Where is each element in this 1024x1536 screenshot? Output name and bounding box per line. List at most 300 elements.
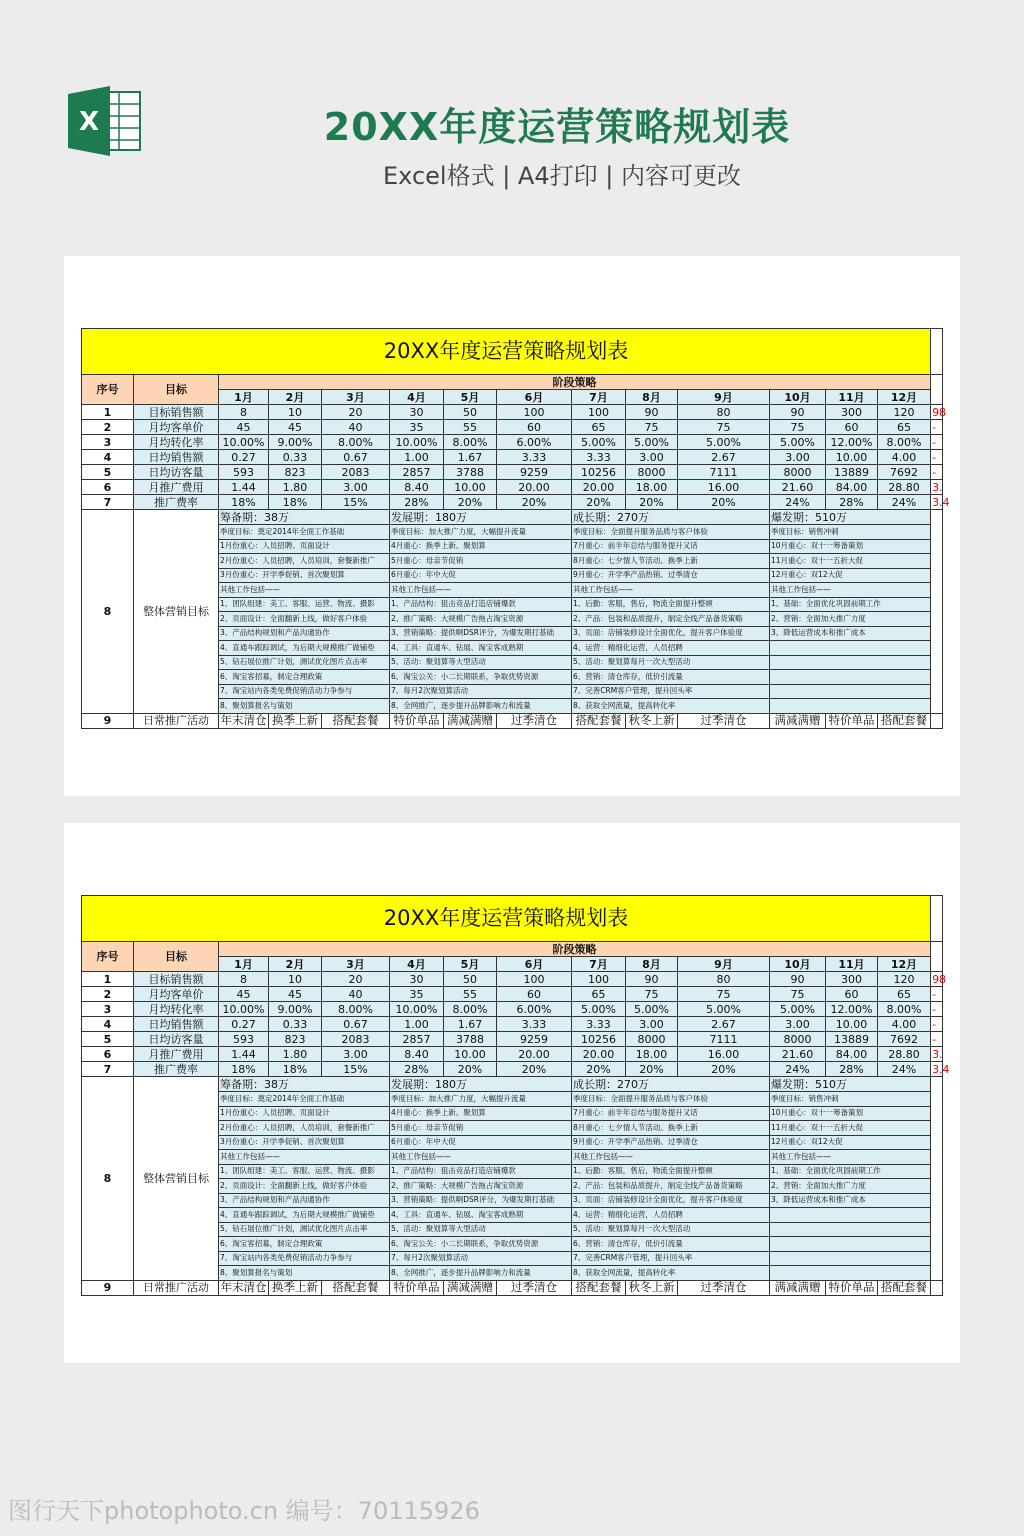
row-label: 推广费率 xyxy=(134,495,219,510)
month-header: 8月 xyxy=(626,957,678,972)
row-index: 8 xyxy=(82,510,134,714)
table-cell: 6.00% xyxy=(497,435,572,450)
row-index: 8 xyxy=(82,1077,134,1281)
table-row xyxy=(82,405,943,420)
table-row xyxy=(82,450,943,465)
table-cell: 5.00% xyxy=(626,435,678,450)
phase-note: 3月份重心：开学季促销、首次聚划算 xyxy=(219,1135,390,1150)
row-index: 4 xyxy=(82,1017,134,1032)
table-cell: 6.00% xyxy=(497,1002,572,1017)
table-cell: 2.67 xyxy=(678,1017,770,1032)
phase-note: 6、营销：清仓库存，低价引流量 xyxy=(572,1237,770,1252)
row-label: 月均客单价 xyxy=(134,420,219,435)
month-header: 12月 xyxy=(878,390,931,405)
table-cell: 8000 xyxy=(770,1032,826,1047)
row-label: 月推广费用 xyxy=(134,480,219,495)
table-cell: 0.67 xyxy=(322,450,390,465)
plan-table-container xyxy=(81,328,950,729)
table-cell: 8.40 xyxy=(390,480,444,495)
table-cell: 28% xyxy=(826,495,878,510)
table-cell: 1.00 xyxy=(390,1017,444,1032)
phase-note: 2、页面设计：全面翻新上线，做好客户体验 xyxy=(219,1179,390,1194)
activity-cell: 过季清仓 xyxy=(497,713,572,728)
overflow-cell: - xyxy=(931,420,943,435)
table-cell: 65 xyxy=(572,987,626,1002)
phase-note: 4、运营：精细化运营，人员招聘 xyxy=(572,641,770,656)
table-row xyxy=(82,972,943,987)
month-header: 1月 xyxy=(219,390,269,405)
table-cell: 8 xyxy=(219,405,269,420)
row-index: 5 xyxy=(82,465,134,480)
overflow-cell: - xyxy=(931,987,943,1002)
month-header: 7月 xyxy=(572,957,626,972)
table-cell: 0.67 xyxy=(322,1017,390,1032)
header-target: 目标 xyxy=(134,375,219,405)
row-label: 整体营销目标 xyxy=(134,510,219,714)
table-row xyxy=(82,1062,943,1077)
phase-note: 6、淘宝公关：小二长期联系，争取优势资源 xyxy=(390,670,572,685)
table-cell: 84.00 xyxy=(826,480,878,495)
header-index: 序号 xyxy=(82,942,134,972)
table-cell: 18% xyxy=(269,495,322,510)
table-cell: 10 xyxy=(269,405,322,420)
overflow-cell: 3.4 xyxy=(932,495,950,509)
phase-note: 其他工作包括—— xyxy=(572,583,770,598)
phase-note: 3、页面：店铺装修设计全面优化，提升客户体验度 xyxy=(572,626,770,641)
table-cell: 21.60 xyxy=(770,480,826,495)
phase-note: 1月份重心：人员招聘、页面设计 xyxy=(219,539,390,554)
phase-note: 3、营销策略：提供啊DSR评分，为爆发期打基础 xyxy=(390,626,572,641)
table-cell: 20% xyxy=(444,495,497,510)
month-header: 10月 xyxy=(770,957,826,972)
phase-note: 9月重心：开学季产品热销、过季清仓 xyxy=(572,1135,770,1150)
phase-note: 2月份重心：人员招聘，人员培训，套餐新推广 xyxy=(219,1121,390,1136)
table-cell: 10.00% xyxy=(219,1002,269,1017)
table-cell: 120 xyxy=(878,405,931,420)
activity-cell: 换季上新 xyxy=(269,713,322,728)
table-cell: 0.27 xyxy=(219,1017,269,1032)
phase-note: 1、产品结构：狙击竞品打造店铺爆款 xyxy=(390,597,572,612)
activity-cell: 满减满赠 xyxy=(444,713,497,728)
phase-note: 2、产品：包装和品质提升，制定全线产品备货策略 xyxy=(572,1179,770,1194)
table-cell: 60 xyxy=(826,420,878,435)
overflow-cell: - xyxy=(931,1017,943,1032)
table-cell: 0.27 xyxy=(219,450,269,465)
activity-cell: 特价单品 xyxy=(390,713,444,728)
table-cell: 45 xyxy=(269,987,322,1002)
table-cell: 5.00% xyxy=(572,435,626,450)
phase-note: 3、降低运营成本和推广成本 xyxy=(770,626,931,641)
month-header: 1月 xyxy=(219,957,269,972)
table-cell: 8.00% xyxy=(444,1002,497,1017)
phase-note: 7、完善CRM客户管理，提升回头率 xyxy=(572,684,770,699)
phase-note: 8月重心：七夕情人节活动、换季上新 xyxy=(572,554,770,569)
header-stage-strategy: 阶段策略 xyxy=(219,942,931,957)
table-cell: 35 xyxy=(390,420,444,435)
table-cell: 20% xyxy=(626,1062,678,1077)
row-index: 3 xyxy=(82,435,134,450)
table-cell: 4.00 xyxy=(878,450,931,465)
table-cell: 1.00 xyxy=(390,450,444,465)
table-cell: 65 xyxy=(878,987,931,1002)
phase-note: 5、活动：聚划算等大型活动 xyxy=(390,655,572,670)
table-cell: 28% xyxy=(390,1062,444,1077)
phase-note: 4月重心：换季上新、聚划算 xyxy=(390,539,572,554)
phase-note: 1月份重心：人员招聘、页面设计 xyxy=(219,1106,390,1121)
table-cell: 30 xyxy=(390,972,444,987)
table-cell: 2.67 xyxy=(678,450,770,465)
activity-cell: 特价单品 xyxy=(826,713,878,728)
phase-note: 9月重心：开学季产品热销、过季清仓 xyxy=(572,568,770,583)
table-cell: 8.00% xyxy=(878,435,931,450)
overflow-cell: - xyxy=(931,450,943,465)
table-cell: 80 xyxy=(678,972,770,987)
table-cell: 2857 xyxy=(390,1032,444,1047)
table-title: 20XX年度运营策略规划表 xyxy=(82,329,931,375)
table-cell: 45 xyxy=(269,420,322,435)
activity-cell: 过季清仓 xyxy=(678,1280,770,1295)
activity-cell: 满减满赠 xyxy=(444,1280,497,1295)
phase-note: 4、直通车跟踪调试，为后期大规模推广做铺垫 xyxy=(219,641,390,656)
phase-note: 其他工作包括—— xyxy=(770,583,931,598)
table-row xyxy=(82,987,943,1002)
operations-plan-table xyxy=(81,895,950,1296)
phase-note: 季度目标：销售冲刺 xyxy=(770,1092,931,1107)
phase-note: 季度目标：全面提升服务品质与客户体验 xyxy=(572,1092,770,1107)
phase-header: 成长期：270万 xyxy=(572,1077,770,1092)
overflow-cell: 3. xyxy=(932,1047,943,1061)
phase-note: 7、完善CRM客户管理，提升回头率 xyxy=(572,1251,770,1266)
phase-note: 4、工具：直通车、钻展、淘宝客成熟期 xyxy=(390,641,572,656)
table-cell: 5.00% xyxy=(770,1002,826,1017)
row-index: 6 xyxy=(82,1047,134,1062)
row-label: 日均访客量 xyxy=(134,1032,219,1047)
table-cell: 5.00% xyxy=(678,435,770,450)
table-cell: 30 xyxy=(390,405,444,420)
table-cell: 75 xyxy=(626,987,678,1002)
table-cell: 18% xyxy=(219,495,269,510)
phase-note: 其他工作包括—— xyxy=(390,1150,572,1165)
overflow-cell: - xyxy=(931,1032,943,1047)
phase-header: 筹备期：38万 xyxy=(219,510,390,525)
row-label: 月推广费用 xyxy=(134,1047,219,1062)
table-cell: 45 xyxy=(219,420,269,435)
phase-note: 1、基础：全面优化巩固前期工作 xyxy=(770,597,931,612)
row-label: 日常推广活动 xyxy=(134,1280,219,1295)
phase-note: 7、淘宝站内各类免费促销活动力争参与 xyxy=(219,1251,390,1266)
activity-cell: 特价单品 xyxy=(826,1280,878,1295)
phase-note xyxy=(770,1237,931,1252)
table-cell: 18.00 xyxy=(626,1047,678,1062)
phase-header: 爆发期：510万 xyxy=(770,1077,931,1092)
phase-note: 2、推广策略：大规模广告拖占淘宝资源 xyxy=(390,612,572,627)
activity-cell: 满减满赠 xyxy=(770,1280,826,1295)
phase-note: 5月重心：母亲节促销 xyxy=(390,1121,572,1136)
table-cell: 20% xyxy=(497,1062,572,1077)
activity-cell: 搭配套餐 xyxy=(572,1280,626,1295)
row-index: 2 xyxy=(82,987,134,1002)
table-cell: 15% xyxy=(322,495,390,510)
table-cell: 1.80 xyxy=(269,1047,322,1062)
activity-cell: 搭配套餐 xyxy=(322,713,390,728)
phase-note: 3、营销策略：提供啊DSR评分，为爆发期打基础 xyxy=(390,1193,572,1208)
table-row xyxy=(82,1047,943,1062)
phase-note: 2、营销：全面加大推广力度 xyxy=(770,612,931,627)
table-cell: 28.80 xyxy=(878,480,931,495)
phase-note: 2月份重心：人员招聘，人员培训，套餐新推广 xyxy=(219,554,390,569)
phase-note: 3、产品结构规划和产品沟通协作 xyxy=(219,1193,390,1208)
month-header: 8月 xyxy=(626,390,678,405)
table-cell: 9259 xyxy=(497,1032,572,1047)
table-cell: 1.80 xyxy=(269,480,322,495)
row-label: 目标销售额 xyxy=(134,405,219,420)
table-cell: 1.67 xyxy=(444,450,497,465)
table-cell: 7111 xyxy=(678,1032,770,1047)
table-cell: 5.00% xyxy=(678,1002,770,1017)
phase-note: 其他工作包括—— xyxy=(770,1150,931,1165)
table-cell: 8 xyxy=(219,972,269,987)
watermark: 图行天下photophoto.cn 编号：70115926 xyxy=(8,1497,480,1525)
phase-note: 7、淘宝站内各类免费促销活动力争参与 xyxy=(219,684,390,699)
table-cell: 8.00% xyxy=(322,435,390,450)
table-cell: 20% xyxy=(572,1062,626,1077)
phase-note: 8、聚划算报名与策划 xyxy=(219,699,390,714)
phase-note: 7月重心：前半年总结与服务提升又话 xyxy=(572,1106,770,1121)
phase-note: 4、运营：精细化运营，人员招聘 xyxy=(572,1208,770,1223)
table-cell: 55 xyxy=(444,987,497,1002)
table-cell: 18% xyxy=(219,1062,269,1077)
table-cell: 2083 xyxy=(322,465,390,480)
phase-note: 4、直通车跟踪调试，为后期大规模推广做铺垫 xyxy=(219,1208,390,1223)
table-cell: 60 xyxy=(497,987,572,1002)
phase-note: 7、每月2次聚划算活动 xyxy=(390,684,572,699)
table-cell: 10256 xyxy=(572,465,626,480)
activity-cell: 年末清仓 xyxy=(220,713,267,727)
table-cell: 3.33 xyxy=(572,1017,626,1032)
plan-table-container xyxy=(81,895,950,1296)
phase-note: 10月重心：双十一筹备策划 xyxy=(770,1106,931,1121)
row-index: 5 xyxy=(82,1032,134,1047)
row-index: 1 xyxy=(82,405,134,420)
table-cell: 20 xyxy=(322,405,390,420)
row-label: 日常推广活动 xyxy=(134,713,219,728)
table-cell: 593 xyxy=(219,465,269,480)
row-index: 7 xyxy=(82,1062,134,1077)
overflow-cell: - xyxy=(931,465,943,480)
table-row xyxy=(82,1017,943,1032)
table-cell: 20% xyxy=(626,495,678,510)
phase-note: 季度目标：加大推广力度，大幅提升流量 xyxy=(390,525,572,540)
month-header: 5月 xyxy=(444,957,497,972)
phase-note xyxy=(770,1208,931,1223)
table-row xyxy=(82,1032,943,1047)
phase-note: 4月重心：换季上新、聚划算 xyxy=(390,1106,572,1121)
month-header: 10月 xyxy=(770,390,826,405)
activity-cell: 满减满赠 xyxy=(770,713,826,728)
phase-note: 季度目标：加大推广力度，大幅提升流量 xyxy=(390,1092,572,1107)
sheet-preview-1 xyxy=(64,256,960,796)
page-title: 20XX年度运营策略规划表 xyxy=(323,105,791,149)
table-cell: 0.33 xyxy=(269,450,322,465)
table-row xyxy=(82,1002,943,1017)
phase-note: 其他工作包括—— xyxy=(390,583,572,598)
table-cell: 300 xyxy=(826,405,878,420)
phase-header: 发展期：180万 xyxy=(390,1077,572,1092)
phase-note xyxy=(770,684,931,699)
month-header: 2月 xyxy=(269,390,322,405)
phase-note xyxy=(770,655,931,670)
table-cell: 8.00% xyxy=(444,435,497,450)
svg-text:X: X xyxy=(78,107,100,137)
table-cell: 60 xyxy=(826,987,878,1002)
table-cell: 90 xyxy=(626,405,678,420)
table-cell: 823 xyxy=(269,1032,322,1047)
activity-cell: 搭配套餐 xyxy=(572,713,626,728)
table-cell: 300 xyxy=(826,972,878,987)
header-stage-strategy: 阶段策略 xyxy=(219,375,931,390)
table-cell: 10 xyxy=(269,972,322,987)
phase-note: 11月重心：双十一五折大促 xyxy=(770,1121,931,1136)
table-cell: 2083 xyxy=(322,1032,390,1047)
row-index: 4 xyxy=(82,450,134,465)
table-cell: 3.33 xyxy=(572,450,626,465)
phase-note: 2、推广策略：大规模广告拖占淘宝资源 xyxy=(390,1179,572,1194)
overflow-cell: 98 xyxy=(932,405,947,419)
phase-note: 其他工作包括—— xyxy=(219,1150,390,1165)
phase-note: 2、营销：全面加大推广力度 xyxy=(770,1179,931,1194)
table-cell: 8.00% xyxy=(878,1002,931,1017)
table-cell: 3788 xyxy=(444,465,497,480)
table-cell: 40 xyxy=(322,987,390,1002)
table-cell: 8.00% xyxy=(322,1002,390,1017)
row-label: 月均客单价 xyxy=(134,987,219,1002)
table-row xyxy=(82,510,943,525)
phase-note: 1、团队组建：美工、客服、运营、物流、摄影 xyxy=(219,597,390,612)
table-row xyxy=(82,713,943,728)
activity-cell: 秋冬上新 xyxy=(626,1280,678,1295)
phase-header: 筹备期：38万 xyxy=(219,1077,390,1092)
phase-note: 8月重心：七夕情人节活动、换季上新 xyxy=(572,1121,770,1136)
phase-note xyxy=(770,1266,931,1281)
phase-note: 12月重心：双12大促 xyxy=(770,568,931,583)
table-row xyxy=(82,420,943,435)
table-cell: 21.60 xyxy=(770,1047,826,1062)
phase-note: 7月重心：前半年总结与服务提升又话 xyxy=(572,539,770,554)
activity-cell: 搭配套餐 xyxy=(878,1280,931,1295)
phase-note: 6、淘宝公关：小二长期联系，争取优势资源 xyxy=(390,1237,572,1252)
table-cell: 20.00 xyxy=(497,480,572,495)
table-cell: 20% xyxy=(572,495,626,510)
table-cell: 80 xyxy=(678,405,770,420)
table-cell: 3788 xyxy=(444,1032,497,1047)
table-cell: 35 xyxy=(390,987,444,1002)
phase-note: 其他工作包括—— xyxy=(572,1150,770,1165)
table-cell: 823 xyxy=(269,465,322,480)
activity-cell: 过季清仓 xyxy=(497,1280,572,1295)
table-cell: 10.00 xyxy=(826,1017,878,1032)
phase-note: 4、工具：直通车、钻展、淘宝客成熟期 xyxy=(390,1208,572,1223)
phase-header: 发展期：180万 xyxy=(390,510,572,525)
table-cell: 9259 xyxy=(497,465,572,480)
table-cell: 9.00% xyxy=(269,435,322,450)
month-header: 3月 xyxy=(322,390,390,405)
table-cell: 20.00 xyxy=(572,1047,626,1062)
row-label: 月均转化率 xyxy=(134,435,219,450)
table-row xyxy=(82,1280,943,1295)
row-label: 目标销售额 xyxy=(134,972,219,987)
table-cell: 1.44 xyxy=(219,1047,269,1062)
table-cell: 13889 xyxy=(826,1032,878,1047)
table-cell: 3.00 xyxy=(322,480,390,495)
table-cell: 18% xyxy=(269,1062,322,1077)
month-header: 4月 xyxy=(390,390,444,405)
phase-note: 2、产品：包装和品质提升，制定全线产品备货策略 xyxy=(572,612,770,627)
phase-note: 季度目标：全面提升服务品质与客户体验 xyxy=(572,525,770,540)
table-cell: 3.33 xyxy=(497,450,572,465)
table-cell: 28.80 xyxy=(878,1047,931,1062)
month-header: 6月 xyxy=(497,390,572,405)
phase-note: 2、页面设计：全面翻新上线，做好客户体验 xyxy=(219,612,390,627)
phase-note: 10月重心：双十一筹备策划 xyxy=(770,539,931,554)
header-target: 目标 xyxy=(134,942,219,972)
phase-note: 7、每月2次聚划算活动 xyxy=(390,1251,572,1266)
table-cell: 1.44 xyxy=(219,480,269,495)
phase-note: 3、降低运营成本和推广成本 xyxy=(770,1193,931,1208)
month-header: 5月 xyxy=(444,390,497,405)
table-cell: 65 xyxy=(878,420,931,435)
phase-note: 1、后勤：客服，售后，物流全面提升整顿 xyxy=(572,1164,770,1179)
table-cell: 75 xyxy=(678,420,770,435)
operations-plan-table xyxy=(81,328,950,729)
table-cell: 84.00 xyxy=(826,1047,878,1062)
table-cell: 10256 xyxy=(572,1032,626,1047)
month-header: 11月 xyxy=(826,957,878,972)
table-cell: 28% xyxy=(390,495,444,510)
row-label: 日均访客量 xyxy=(134,465,219,480)
table-cell: 90 xyxy=(770,972,826,987)
row-label: 整体营销目标 xyxy=(134,1077,219,1281)
table-cell: 20% xyxy=(678,1062,770,1077)
phase-note xyxy=(770,1222,931,1237)
month-header: 12月 xyxy=(878,957,931,972)
phase-note: 5、活动：聚划算等大型活动 xyxy=(390,1222,572,1237)
table-cell: 0.33 xyxy=(269,1017,322,1032)
phase-note: 5、钻石展位推广计划，测试优化图片点击率 xyxy=(219,655,390,670)
row-index: 1 xyxy=(82,972,134,987)
table-cell: 16.00 xyxy=(678,1047,770,1062)
activity-cell: 秋冬上新 xyxy=(626,713,678,728)
phase-note: 6、淘宝客招募，制定合理政策 xyxy=(219,670,390,685)
table-cell: 16.00 xyxy=(678,480,770,495)
table-row xyxy=(82,465,943,480)
phase-note: 5月重心：母亲节促销 xyxy=(390,554,572,569)
row-index: 6 xyxy=(82,480,134,495)
table-cell: 8.40 xyxy=(390,1047,444,1062)
month-header: 6月 xyxy=(497,957,572,972)
table-cell: 20.00 xyxy=(572,480,626,495)
page-subtitle: Excel格式 | A4打印 | 内容可更改 xyxy=(383,162,741,190)
table-cell: 1.67 xyxy=(444,1017,497,1032)
phase-note: 5、钻石展位推广计划，测试优化图片点击率 xyxy=(219,1222,390,1237)
table-cell: 15% xyxy=(322,1062,390,1077)
month-header: 2月 xyxy=(269,957,322,972)
phase-header: 成长期：270万 xyxy=(572,510,770,525)
table-cell: 3.00 xyxy=(770,1017,826,1032)
table-cell: 7111 xyxy=(678,465,770,480)
overflow-cell: - xyxy=(931,1002,943,1017)
phase-note: 8、全网推广，逐步提升品牌影响力和流量 xyxy=(390,1266,572,1281)
activity-cell: 特价单品 xyxy=(390,1280,444,1295)
